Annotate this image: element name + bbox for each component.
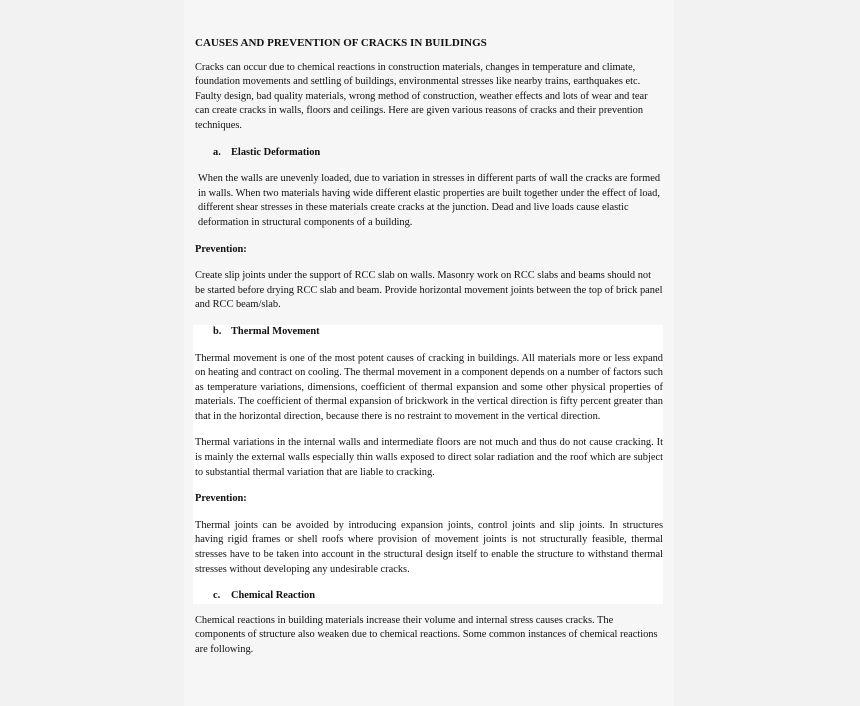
prevention-label: Prevention: [195, 493, 247, 505]
thermal-body-2: Thermal variations in the internal walls and intermediate floors are not much and thus do not cause cracking. It is mainly the external walls especially thin walls exposed to direct solar radiation and the roof which are subject to substantial thermal variation that are liable to cracking. [195, 437, 663, 478]
thermal-body: Thermal movement is one of the most potent causes of cracking in buildings. All materials more or less expand on heating and contract on cooling. The thermal movement in a component depends on a number of factors such as temperature variations, dimensions, coefficient of thermal expansion and some other physical properties of materials. The coefficient of thermal expansion of brickwork in the vertical direction is fifty percent greater than that in the horizontal direction, because there is no restraint to movement in the vertical direction. [195, 352, 663, 422]
section-letter: a. [213, 146, 221, 158]
section-heading-thermal [195, 325, 663, 340]
section-letter: b. [213, 325, 222, 337]
section-letter: c. [213, 590, 221, 602]
thermal-prevention: Thermal joints can be avoided by introducing expansion joints, control joints and slip joints. In structures having rigid frames or shell roofs where provision of movement joints is not structurally feasible, thermal stresses have to be taken into account in the structural design itself to enable the structure to withstand thermal stresses without developing any undesirable cracks. [195, 519, 663, 575]
section-heading-chemical [195, 589, 663, 604]
prevention-label: Prevention: [195, 243, 247, 255]
section-heading-text: Elastic Deformation [231, 146, 321, 158]
document-title: CAUSES AND PREVENTION OF CRACKS IN BUILDINGS [195, 37, 487, 49]
chemical-body: Chemical reactions in building materials increase their volume and internal stress causes cracks. The components of structure also weaken due to chemical reactions. Some common instances of chemical reactions are following. [195, 614, 658, 655]
document-body [195, 36, 663, 670]
intro-paragraph: Cracks can occur due to chemical reactions in construction materials, changes in temperature and climate, foundation movements and settling of buildings, environmental stresses like nearby trains, earthquakes etc. Faulty design, bad quality materials, wrong method of construction, weather effects and lots of wear and tear can create cracks in walls, floors and ceilings. Here are given various reasons of cracks and their prevention techniques. [195, 61, 648, 131]
section-heading-text: Thermal Movement [231, 325, 320, 337]
elastic-body: When the walls are unevenly loaded, due to variation in stresses in different parts of wall the cracks are formed in walls. When two materials having wide different elastic properties are built together under the effect of load, different shear stresses in these materials create cracks at the junction. Dead and live loads cause elastic deformation in structural components of a building. [198, 173, 661, 228]
thermal-section [193, 325, 663, 604]
elastic-prevention: Create slip joints under the support of RCC slab on walls. Masonry work on RCC slabs and beams should not be started before drying RCC slab and beam. Provide horizontal movement joints between the top of brick panel and RCC beam/slab. [195, 270, 663, 311]
section-heading-elastic [195, 146, 663, 161]
section-heading-text: Chemical Reaction [231, 590, 315, 602]
